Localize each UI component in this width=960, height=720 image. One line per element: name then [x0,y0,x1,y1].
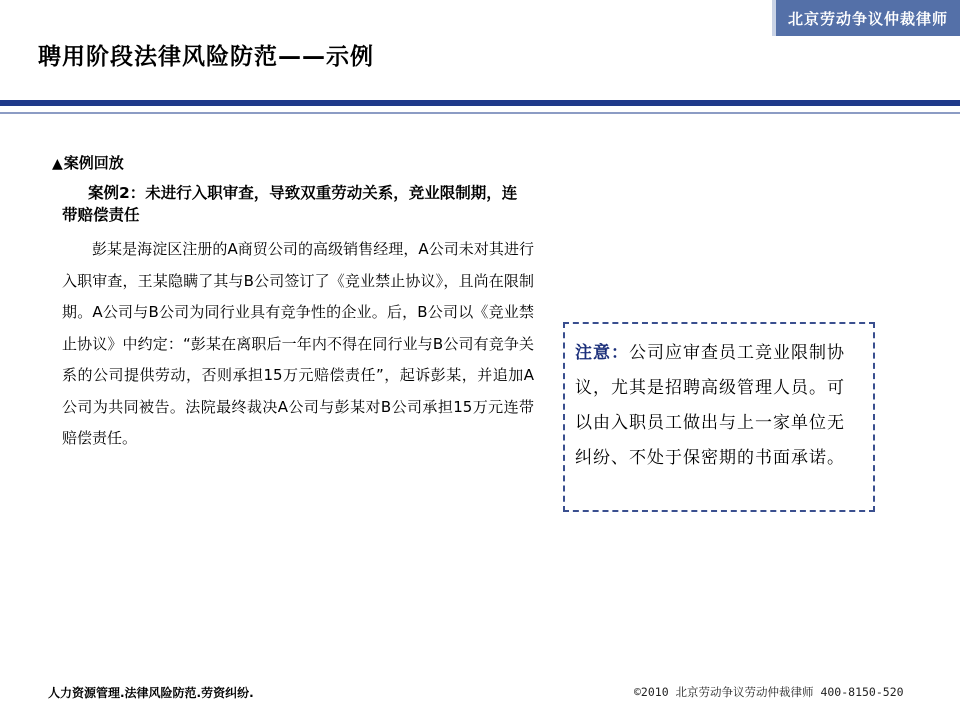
triangle-bullet-icon: ▲ [52,156,63,172]
footer-tagline: 人力资源管理.法律风险防范.劳资纠纷. [48,686,254,700]
header-divider-thin [0,112,960,114]
section-heading-label: 案例回放 [63,154,124,172]
page-title: 聘用阶段法律风险防范——示例 [38,44,374,70]
footer-copyright: ©2010 北京劳动争议劳动仲裁律师 400-8150-520 [634,685,904,699]
note-text: 公司应审查员工竞业限制协议，尤其是招聘高级管理人员。可以由入职员工做出与上一家单位无纠纷、不处于保密期的书面承诺。 [575,343,845,468]
note-label: 注意： [575,343,629,363]
brand-badge: 北京劳动争议仲裁律师 [772,0,960,36]
case-body: 彭某是海淀区注册的A商贸公司的高级销售经理，A公司未对其进行入职审查，王某隐瞒了其与B公司签订了《竞业禁止协议》，且尚在限制期。A公司与B公司为同行业具有竞争性的企业。后，B公司以《竞业禁止协议》中约定：“彭某在离职后一年内不得在同行业与B公司有竞争关系的公司提供劳动，否则承担15万元赔偿责任”，起诉彭某，并追加A公司为共同被告。法院最终裁决A公司与彭某对B公司承担15万元连带赔偿责任。 [62,240,534,447]
section-heading [52,152,124,173]
case-title: 案例2：未进行入职审查，导致双重劳动关系，竞业限制期，连带赔偿责任 [62,184,518,224]
note-box [563,322,875,512]
header-divider-thick [0,100,960,106]
